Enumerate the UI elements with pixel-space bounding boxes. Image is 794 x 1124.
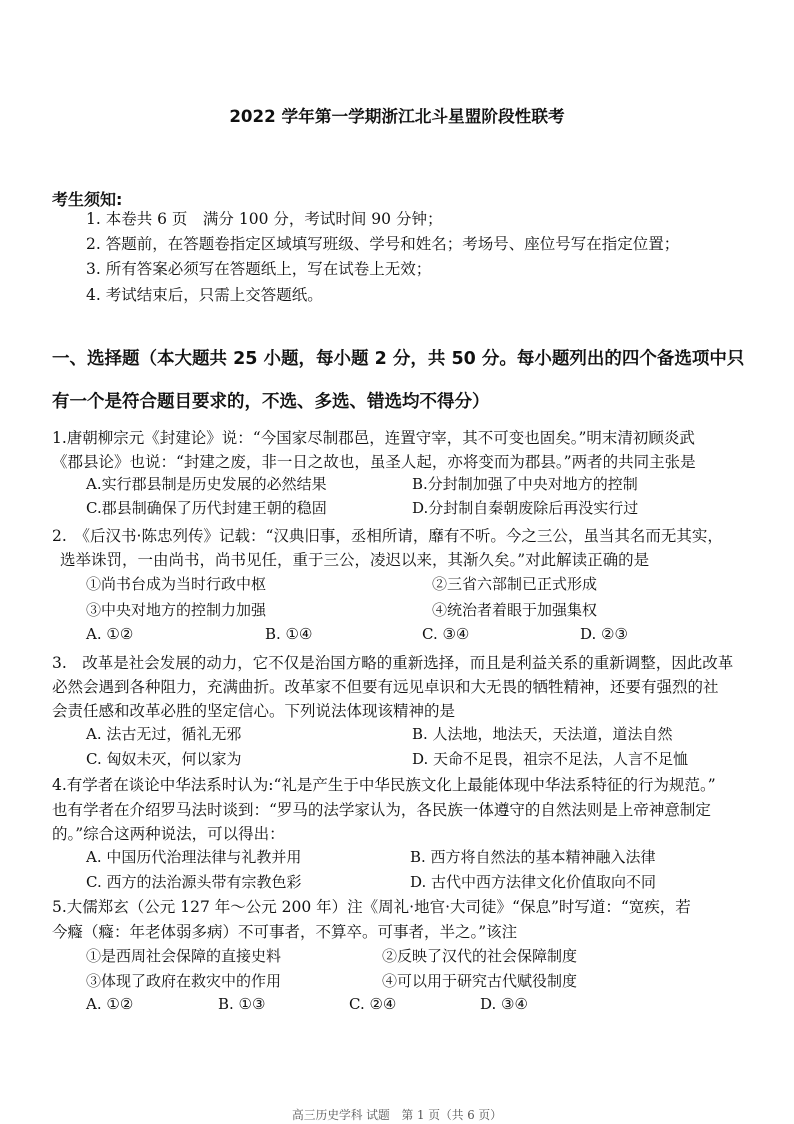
q3-option-a: A. 法古无过，循礼无邪	[86, 725, 242, 743]
q2-option-c: C. ③④	[422, 625, 470, 643]
q1-option-b: B.分封制加强了中央对地方的控制	[412, 475, 638, 493]
page-footer: 高三历史学科 试题 第 1 页（共 6 页）	[292, 1108, 502, 1122]
q4-option-c: C. 西方的法治源头带有宗教色彩	[86, 873, 302, 891]
q1-option-a: A.实行郡县制是历史发展的必然结果	[86, 475, 327, 493]
q3-option-c: C. 匈奴未灭，何以家为	[86, 750, 242, 768]
q1-option-c: C.郡县制确保了历代封建王朝的稳固	[86, 499, 327, 517]
q2-statement-1: ①尚书台成为当时行政中枢	[86, 575, 267, 593]
section-heading-line1: 一、选择题（本大题共 25 小题，每小题 2 分，共 50 分。每小题列出的四个备选项中只	[52, 349, 745, 369]
q2-statement-3: ③中央对地方的控制力加强	[86, 601, 267, 619]
q4-stem-line3: 的。”综合这两种说法，可以得出：	[52, 825, 285, 843]
q1-option-d: D.分封制自秦朝废除后再没实行过	[412, 499, 639, 517]
q4-stem-line1: 4.有学者在谈论中华法系时认为:“礼是产生于中华民族文化上最能体现中华法系特征的行为规范。”	[52, 776, 716, 794]
q4-option-a: A. 中国历代治理法律与礼教并用	[86, 848, 302, 866]
q2-option-a: A. ①②	[86, 625, 134, 643]
q3-option-d: D. 天命不足畏，祖宗不足法，人言不足恤	[412, 750, 689, 768]
q2-option-d: D. ②③	[580, 625, 628, 643]
notice-item-1: 1. 本卷共 6 页 满分 100 分，考试时间 90 分钟；	[86, 210, 443, 228]
q3-stem-line2: 必然会遇到各种阻力，充满曲折。改革家不但要有远见卓识和大无畏的牺牲精神，还要有强烈的社	[52, 678, 719, 696]
q5-statement-1: ①是西周社会保障的直接史料	[86, 947, 282, 965]
q1-stem-line1: 1.唐朝柳宗元《封建论》说：“今国家尽制郡邑，连置守宰，其不可变也固矣。”明末清初顾炎武	[52, 429, 695, 447]
q3-stem-line3: 会责任感和改革必胜的坚定信心。下列说法体现该精神的是	[52, 702, 456, 720]
exam-title: 2022 学年第一学期浙江北斗星盟阶段性联考	[229, 107, 565, 126]
q1-stem-line2: 《郡县论》也说：“封建之废，非一日之故也，虽圣人起，亦将变而为郡县。”两者的共同主张是	[52, 453, 696, 471]
q5-statement-2: ②反映了汉代的社会保障制度	[382, 947, 578, 965]
q4-option-b: B. 西方将自然法的基本精神融入法律	[410, 848, 656, 866]
section-heading-line2: 有一个是符合题目要求的，不选、多选、错选均不得分）	[52, 392, 490, 412]
q5-statement-3: ③体现了政府在救灾中的作用	[86, 972, 282, 990]
q2-stem-line1: 2. 《后汉书·陈忠列传》记载：“汉典旧事，丞相所请，靡有不听。今之三公，虽当其名而无其实，	[52, 527, 723, 545]
q2-stem-line2: 选举诛罚，一由尚书，尚书见任，重于三公，凌迟以来，其渐久矣。”对此解读正确的是	[60, 551, 650, 569]
q3-option-b: B. 人法地，地法天，天法道，道法自然	[412, 725, 673, 743]
q2-option-b: B. ①④	[265, 625, 313, 643]
q5-option-c: C. ②④	[349, 995, 397, 1013]
q5-statement-4: ④可以用于研究古代赋役制度	[382, 972, 578, 990]
q5-option-b: B. ①③	[218, 995, 266, 1013]
notice-heading: 考生须知:	[52, 190, 123, 209]
notice-item-2: 2. 答题前，在答题卷指定区域填写班级、学号和姓名；考场号、座位号写在指定位置；	[86, 235, 680, 253]
q2-statement-4: ④统治者着眼于加强集权	[432, 601, 598, 619]
q5-option-a: A. ①②	[86, 995, 134, 1013]
q5-stem-line2: 今癃（癃：年老体弱多病）不可事者，不算卒。可事者，半之。”该注	[52, 923, 518, 941]
notice-item-3: 3. 所有答案必须写在答题纸上，写在试卷上无效；	[86, 260, 432, 278]
notice-item-4: 4. 考试结束后，只需上交答题纸。	[86, 286, 323, 304]
q5-option-d: D. ③④	[480, 995, 528, 1013]
q4-stem-line2: 也有学者在介绍罗马法时谈到：“罗马的法学家认为，各民族一体遵守的自然法则是上帝神意制定	[52, 801, 711, 819]
q2-statement-2: ②三省六部制已正式形成	[432, 575, 598, 593]
q3-stem-line1: 3. 改革是社会发展的动力，它不仅是治国方略的重新选择，而且是利益关系的重新调整，因此改革	[52, 654, 734, 672]
q5-stem-line1: 5.大儒郑玄（公元 127 年～公元 200 年）注《周礼·地官·大司徒》“保息”时写道：“宽疾，若	[52, 898, 691, 916]
q4-option-d: D. 古代中西方法律文化价值取向不同	[410, 873, 657, 891]
